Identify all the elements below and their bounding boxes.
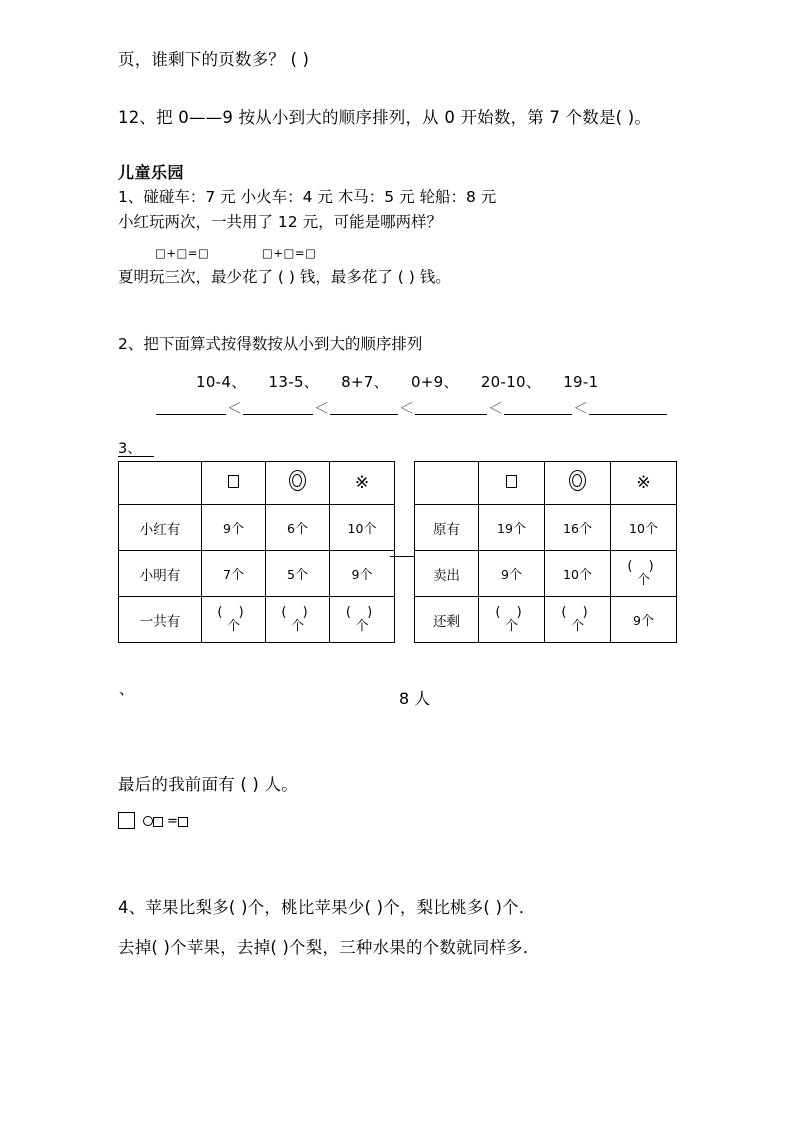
less-than-separator-4: ＜ — [488, 399, 504, 417]
section-title-children-park: 儿童乐园 — [118, 163, 185, 182]
table-cell — [202, 505, 266, 551]
cell-value: ( ) — [345, 604, 379, 620]
table-cell — [611, 597, 677, 643]
item1-equation-blank-a[interactable]: □+□=□ — [155, 246, 210, 260]
header-double-circle-symbol — [545, 462, 611, 505]
cell-answer-blank[interactable] — [479, 606, 544, 633]
table-row — [119, 505, 395, 551]
cell-value: ( ) — [561, 604, 594, 620]
cell-unit: 个 — [578, 568, 592, 583]
cell-answer-blank[interactable] — [330, 606, 394, 633]
small-square-icon-1[interactable] — [153, 817, 163, 827]
cell-unit: 个 — [355, 618, 369, 634]
table-row — [415, 597, 677, 643]
small-circle-icon[interactable] — [143, 816, 153, 826]
answer-blank-6[interactable] — [589, 400, 667, 415]
header-square-symbol — [202, 462, 266, 505]
answer-blank-5[interactable] — [504, 400, 572, 415]
row-label: 原有 — [415, 505, 479, 551]
row-label: 小红有 — [119, 505, 202, 551]
item1-prices-line: 1、碰碰车：7 元 小火车：4 元 木马：5 元 轮船：8 元 — [118, 188, 497, 206]
equals-sign: = — [167, 814, 178, 829]
cell-value: 10 — [629, 521, 645, 536]
question-12: 12、把 0——9 按从小到大的顺序排列，从 0 开始数，第 7 个数是( )。 — [118, 108, 652, 127]
cell-value: ( ) — [495, 604, 528, 620]
expression-5: 19-1 — [563, 373, 599, 391]
small-square-icon-2[interactable] — [178, 817, 188, 827]
scan-artifact-line — [390, 556, 414, 557]
square-icon — [506, 475, 517, 488]
cell-value: 9 — [351, 567, 360, 582]
item2-answer-blanks[interactable] — [156, 400, 667, 415]
cell-value: ( ) — [281, 604, 314, 620]
table-cell-blank[interactable] — [330, 597, 395, 643]
less-than-separator-3: ＜ — [399, 399, 415, 417]
header-snowflake-symbol — [330, 462, 395, 505]
cell-unit: 个 — [512, 522, 526, 537]
cell-answer-blank[interactable] — [611, 560, 676, 587]
right-data-table — [414, 461, 677, 643]
item2-expressions — [196, 371, 598, 392]
table-header-row — [119, 462, 395, 505]
double-circle-icon — [569, 470, 587, 492]
cell-unit: 个 — [226, 618, 240, 634]
cell-value: 10 — [563, 567, 579, 582]
item4-line2: 去掉( )个苹果，去掉( )个梨，三种水果的个数就同样多． — [118, 938, 540, 957]
shape-equation-row[interactable] — [118, 812, 188, 831]
row-label: 一共有 — [119, 597, 202, 643]
snowflake-icon: ※ — [354, 473, 370, 493]
table-cell — [611, 505, 677, 551]
question-11-continuation: 页，谁剩下的页数多？ ( ) — [118, 50, 310, 69]
header-snowflake-symbol — [611, 462, 677, 505]
big-square-icon[interactable] — [118, 812, 135, 829]
table-cell-blank[interactable] — [479, 597, 545, 643]
cell-value: 5 — [287, 567, 295, 582]
cell-unit: 个 — [644, 522, 658, 537]
item2-prompt: 2、把下面算式按得数按从小到大的顺序排列 — [118, 335, 423, 353]
cell-unit: 个 — [640, 614, 654, 629]
cell-unit: 个 — [508, 568, 522, 583]
cell-unit: 个 — [578, 522, 592, 537]
cell-unit: 个 — [363, 522, 377, 537]
header-square-symbol — [479, 462, 545, 505]
cell-value: ( ) — [217, 604, 250, 620]
item1-question-line: 小红玩两次，一共用了 12 元，可能是哪两样？ — [118, 213, 443, 231]
header-corner-empty — [119, 462, 202, 505]
square-icon — [228, 475, 239, 488]
cell-value: 19 — [497, 521, 513, 536]
stray-punctuation-mark: 、 — [119, 680, 135, 698]
header-double-circle-symbol — [266, 462, 330, 505]
row-label: 小明有 — [119, 551, 202, 597]
cell-unit: 个 — [294, 522, 308, 537]
item3-label: 3、 — [118, 441, 142, 457]
item1-equation-blank-b[interactable]: □+□=□ — [262, 246, 317, 260]
item3-label-underline — [118, 456, 154, 457]
table-row — [415, 551, 677, 597]
cell-unit: 个 — [290, 618, 304, 634]
eight-people-label: 8 人 — [399, 689, 431, 708]
table-cell — [479, 505, 545, 551]
table-cell — [479, 551, 545, 597]
table-cell-blank[interactable] — [611, 551, 677, 597]
cell-value: 9 — [223, 521, 231, 536]
left-data-table — [118, 461, 395, 643]
table-cell — [545, 551, 611, 597]
table-cell — [266, 551, 330, 597]
table-cell-blank[interactable] — [545, 597, 611, 643]
table-row — [119, 597, 395, 643]
cell-value: 9 — [633, 613, 641, 628]
cell-value: 9 — [501, 567, 509, 582]
answer-blank-1[interactable] — [156, 400, 226, 415]
table-row — [415, 505, 677, 551]
snowflake-icon: ※ — [636, 473, 651, 493]
expression-1: 13-5、 — [268, 373, 320, 391]
table-cell — [266, 505, 330, 551]
less-than-separator-1: ＜ — [227, 399, 243, 417]
cell-value: 6 — [287, 521, 295, 536]
cell-value: 10 — [347, 521, 364, 536]
answer-blank-3[interactable] — [330, 400, 398, 415]
table-cell — [330, 551, 395, 597]
table-header-row — [415, 462, 677, 505]
item1-follow-up-line: 夏明玩三次，最少花了 ( ) 钱，最多花了 ( ) 钱。 — [118, 268, 451, 286]
cell-unit: 个 — [570, 618, 584, 634]
expression-0: 10-4、 — [196, 373, 247, 391]
expression-4: 20-10、 — [480, 373, 542, 391]
cell-value: 16 — [563, 521, 579, 536]
cell-unit: 个 — [504, 618, 518, 634]
cell-answer-blank[interactable] — [202, 606, 265, 633]
cell-answer-blank[interactable] — [545, 606, 610, 633]
answer-blank-2[interactable] — [243, 400, 313, 415]
table-cell — [202, 551, 266, 597]
less-than-separator-2: ＜ — [314, 399, 330, 417]
double-circle-icon — [289, 470, 307, 492]
table-cell — [330, 505, 395, 551]
cell-unit: 个 — [636, 572, 650, 588]
table-cell-blank[interactable] — [266, 597, 330, 643]
expression-3: 0+9、 — [410, 373, 459, 391]
cell-value: 7 — [223, 567, 231, 582]
header-corner-empty — [415, 462, 479, 505]
expression-2: 8+7、 — [341, 373, 389, 391]
item4-line1: 4、苹果比梨多( )个，桃比苹果少( )个，梨比桃多( )个． — [118, 898, 536, 917]
table-cell — [545, 505, 611, 551]
row-label: 还剩 — [415, 597, 479, 643]
less-than-separator-5: ＜ — [573, 399, 589, 417]
row-label: 卖出 — [415, 551, 479, 597]
cell-unit: 个 — [230, 568, 244, 583]
cell-unit: 个 — [230, 522, 244, 537]
cell-unit: 个 — [359, 568, 373, 583]
cell-unit: 个 — [294, 568, 308, 583]
table-row — [119, 551, 395, 597]
cell-value: ( ) — [627, 558, 660, 574]
table-cell-blank[interactable] — [202, 597, 266, 643]
cell-answer-blank[interactable] — [266, 606, 329, 633]
answer-blank-4[interactable] — [415, 400, 487, 415]
last-position-question: 最后的我前面有 ( ) 人。 — [118, 775, 298, 794]
